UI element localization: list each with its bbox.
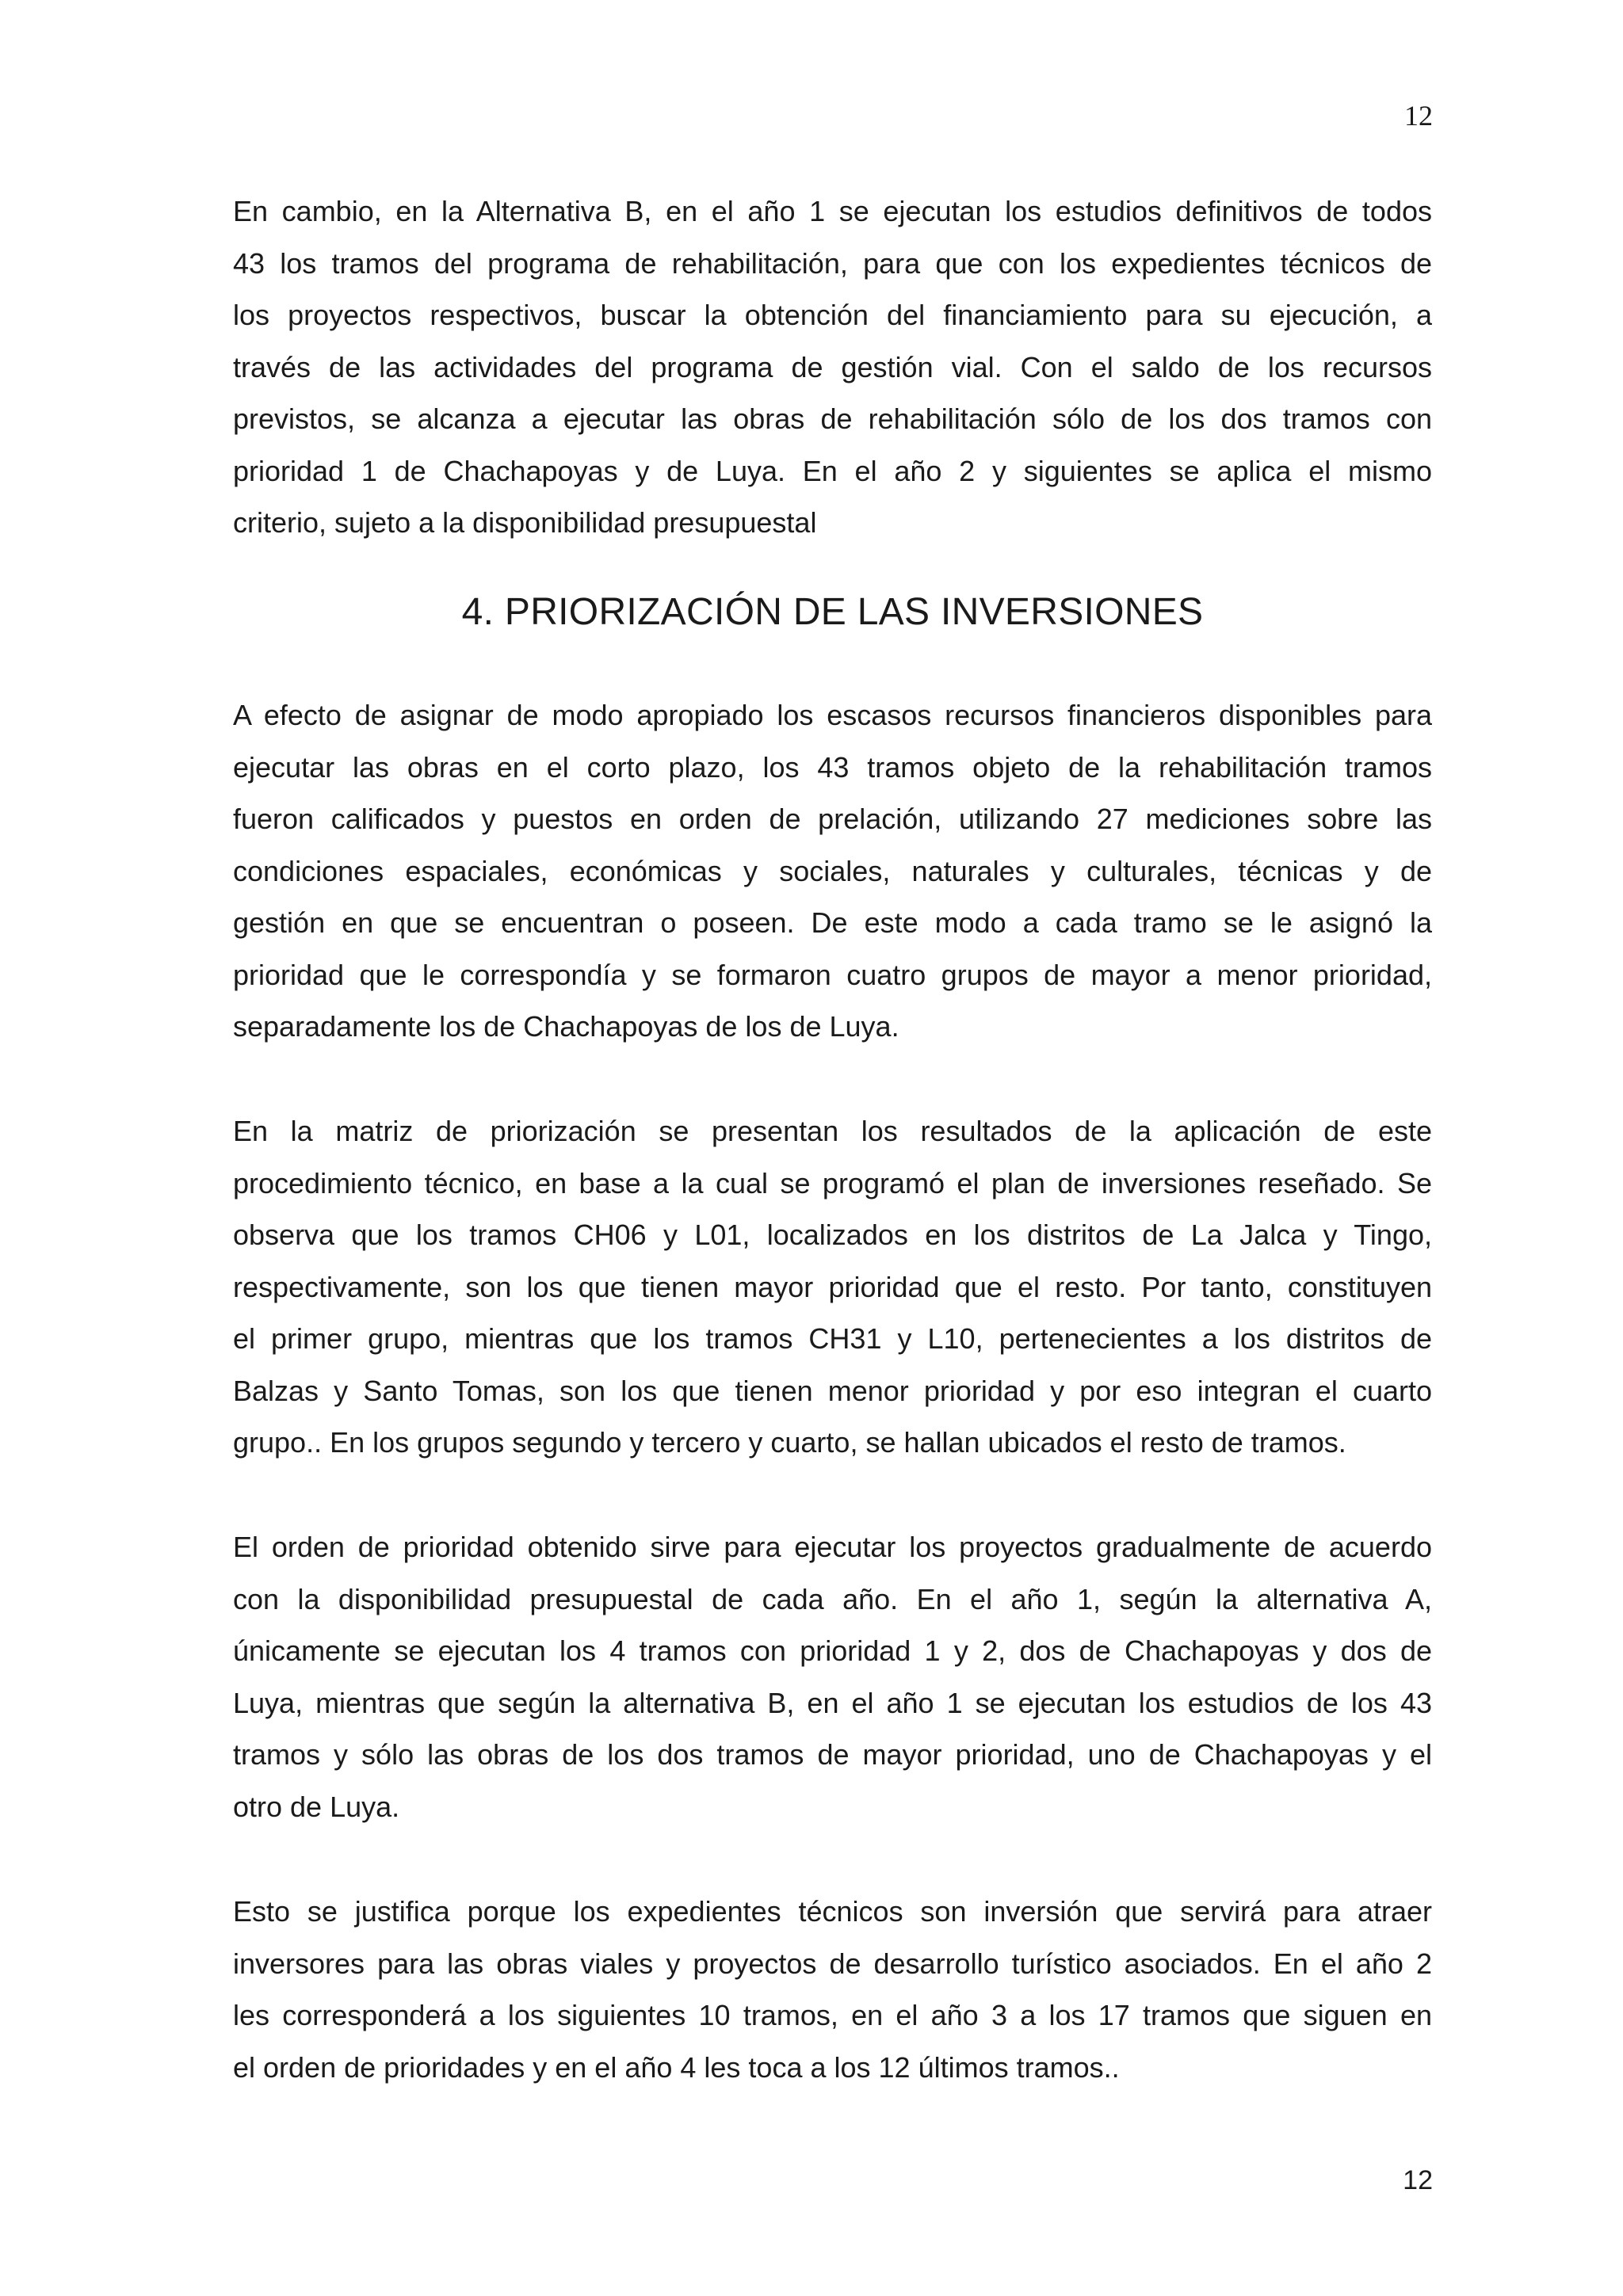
text-line: En la matriz de priorización se presentan los resultados de la aplicación de este [233,1115,1432,1147]
text-line: tramos y sólo las obras de los dos tramos de mayor prioridad, uno de Chachapoyas y el [233,1738,1432,1771]
section-heading: 4. PRIORIZACIÓN DE LAS INVERSIONES [461,591,1204,633]
text-line: condiciones espaciales, económicas y sociales, naturales y culturales, técnicas y de [233,854,1432,887]
page-number-top: 12 [1404,100,1433,132]
paragraph-justificacion [233,1886,1432,2093]
text-line: A efecto de asignar de modo apropiado los escasos recursos financieros disponibles para [233,699,1432,731]
paragraph-orden-prioridad [233,1521,1432,1833]
text-line: grupo.. En los grupos segundo y tercero y cuarto, se hallan ubicados el resto de tramos. [233,1426,1346,1459]
text-line: el orden de prioridades y en el año 4 les toca a los 12 últimos tramos.. [233,2050,1120,2084]
text-line: prioridad que le correspondía y se formaron cuatro grupos de mayor a menor prioridad, [233,958,1432,991]
page-number-bottom: 12 [1403,2165,1433,2195]
text-line: prioridad 1 de Chachapoyas y de Luya. En el año 2 y siguientes se aplica el mismo [233,454,1432,487]
paragraph-alternativa-b [233,185,1432,549]
text-line: procedimiento técnico, en base a la cual se programó el plan de inversiones reseñado. Se [233,1166,1432,1199]
text-line: Balzas y Santo Tomas, son los que tienen menor prioridad y por eso integran el cuarto [233,1374,1432,1407]
text-line: con la disponibilidad presupuestal de cada año. En el año 1, según la alternativa A, [233,1582,1432,1615]
text-line: El orden de prioridad obtenido sirve para ejecutar los proyectos gradualmente de acuerdo [233,1531,1432,1563]
text-line: través de las actividades del programa de gestión vial. Con el saldo de los recursos [233,350,1432,383]
text-line: 43 los tramos del programa de rehabilitación, para que con los expedientes técnicos de [233,246,1432,280]
text-line: únicamente se ejecutan los 4 tramos con prioridad 1 y 2, dos de Chachapoyas y dos de [233,1634,1432,1667]
text-line: respectivamente, son los que tienen mayor prioridad que el resto. Por tanto, constituyen [233,1270,1432,1303]
text-line: les corresponderá a los siguientes 10 tramos, en el año 3 a los 17 tramos que siguen en [233,1999,1432,2031]
text-line: ejecutar las obras en el corto plazo, los 43 tramos objeto de la rehabilitación tramos [233,750,1432,784]
paragraph-priorizacion-intro [233,689,1432,1053]
text-line: En cambio, en la Alternativa B, en el año 1 se ejecutan los estudios definitivos de todos [233,195,1432,227]
text-line: el primer grupo, mientras que los tramos CH31 y L10, pertenecientes a los distritos de [233,1322,1432,1355]
text-line: criterio, sujeto a la disponibilidad presupuestal [233,506,817,539]
text-line: otro de Luya. [233,1790,400,1823]
text-line: separadamente los de Chachapoyas de los de Luya. [233,1010,899,1043]
text-line: Esto se justifica porque los expedientes técnicos son inversión que servirá para atraer [233,1895,1432,1928]
text-line: Luya, mientras que según la alternativa B, en el año 1 se ejecutan los estudios de los 43 [233,1686,1432,1719]
text-line: previstos, se alcanza a ejecutar las obras de rehabilitación sólo de los dos tramos con [233,402,1432,435]
text-line: fueron calificados y puestos en orden de prelación, utilizando 27 mediciones sobre las [233,803,1432,835]
text-line: gestión en que se encuentran o poseen. De este modo a cada tramo se le asignó la [233,906,1432,939]
text-line: inversores para las obras viales y proyectos de desarrollo turístico asociados. En el año 2 [233,1947,1432,1980]
paragraph-matriz-priorizacion [233,1105,1432,1469]
text-line: observa que los tramos CH06 y L01, localizados en los distritos de La Jalca y Tingo, [233,1219,1432,1251]
text-line: los proyectos respectivos, buscar la obtención del financiamiento para su ejecución, a [233,299,1432,331]
